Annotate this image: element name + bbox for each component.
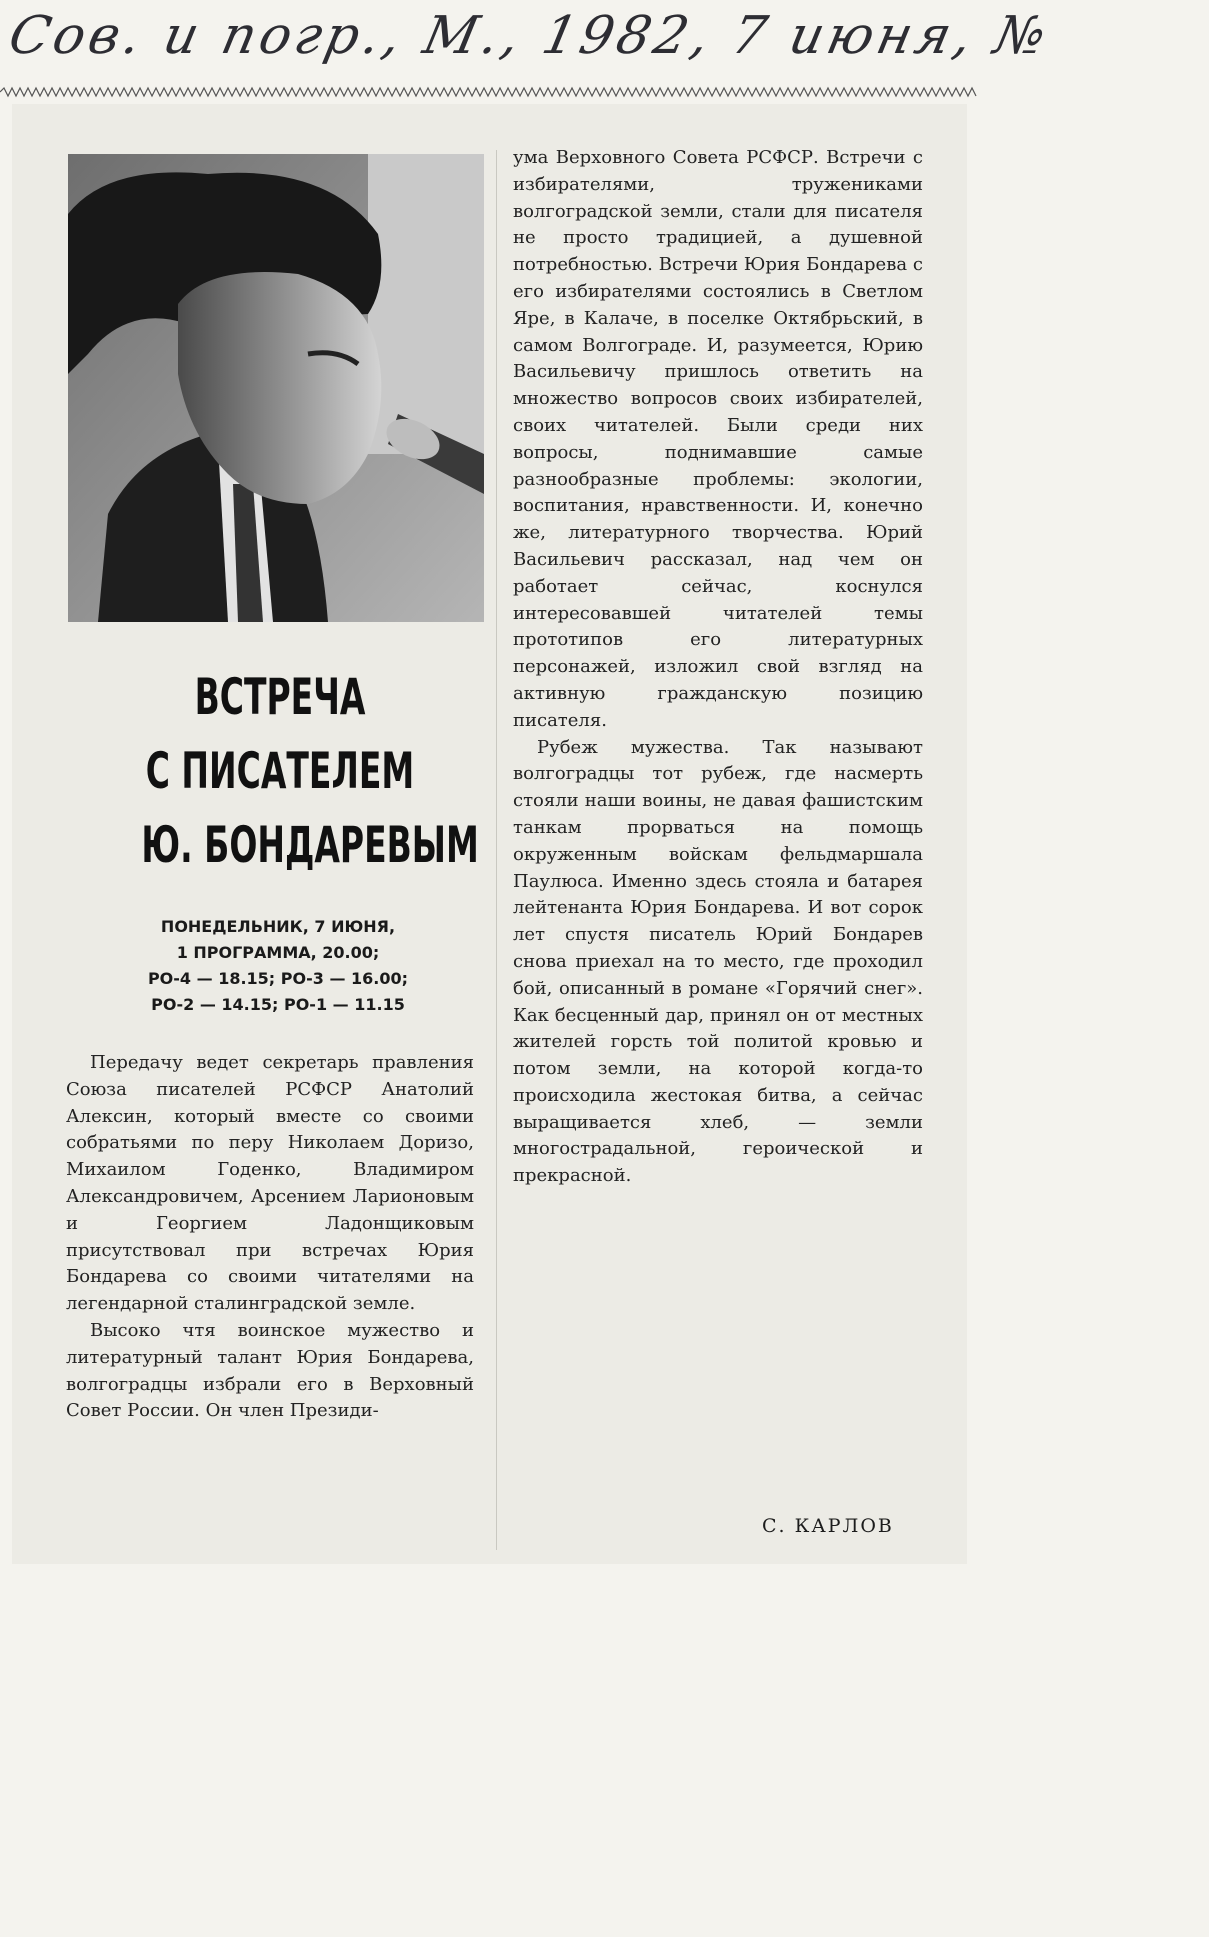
article-column-1 — [66, 1050, 474, 1425]
torn-edge-divider — [0, 86, 979, 98]
headline-line-1: ВСТРЕЧА — [194, 668, 366, 726]
headline-line-3: Ю. БОНДАРЕВЫМ — [141, 816, 479, 874]
handwritten-source-note: Сов. и погр., М., 1982, 7 июня, № — [3, 6, 1055, 66]
portrait-photo — [68, 154, 484, 622]
schedule-line-4: РО-2 — 14.15; РО-1 — 11.15 — [151, 995, 405, 1014]
broadcast-schedule — [98, 914, 458, 1018]
schedule-line-2: 1 ПРОГРАММА, 20.00; — [176, 943, 380, 962]
article-paragraph: Рубеж мужества. Так называют волгоградцы тот рубеж, где насмерть стояли наши воины, не давая фашистским танкам прорваться на помощь окруженным войскам фельдмаршала Паулюса. Именно здесь стояла и батарея лейтенанта Юрия Бондарева. И вот сорок лет спустя писатель Юрий Бондарев снова приехал на то место, где проходил бой, описанный в романе «Горячий снег». Как бесценный дар, принял он от местных жителей горсть той политой кровью и потом земли, на которой когда-то происходила жестокая битва, а сейчас выращивается хлеб, — земли многострадальной, героической и прекрасной. — [513, 736, 923, 1187]
schedule-line-1: ПОНЕДЕЛЬНИК, 7 ИЮНЯ, — [160, 917, 396, 936]
column-divider — [496, 150, 497, 1550]
article-column-2 — [513, 145, 923, 1190]
headline-line-2: С ПИСАТЕЛЕМ — [145, 742, 415, 800]
article-paragraph: Передачу ведет секретарь правления Союза писателей РСФСР Анатолий Алексин, который вместе со своими собратьями по перу Николаем Доризо, Михаилом Годенко, Владимиром Александровичем, Арсением Ларионовым и Георгием Ладонщиковым присутствовал при встречах Юрия Бондарева со своими читателями на легендарной сталинградской земле. — [66, 1052, 474, 1315]
article-headline — [141, 660, 479, 882]
author-signature: С. КАРЛОВ — [762, 1515, 894, 1537]
article-paragraph: ума Верховного Совета РСФСР. Встречи с избирателями, тружениками волгоградской земли, стали для писателя не просто традицией, а душевной потребностью. Встречи Юрия Бондарева с его избирателями состоялись в Светлом Яре, в Калаче, в поселке Октябрьский, в самом Волгограде. И, разумеется, Юрию Васильевичу пришлось ответить на множество вопросов своих избирателей, своих читателей. Были среди них вопросы, поднимавшие самые разнообразные проблемы: экологии, воспитания, нравственности. И, конечно же, литературного творчества. Юрий Васильевич рассказал, над чем он работает сейчас, коснулся интересовавшей читателей темы прототипов его литературных персонажей, изложил свой взгляд на активную гражданскую позицию писателя. — [513, 147, 923, 731]
article-paragraph: Высоко чтя воинское мужество и литературный талант Юрия Бондарева, волгоградцы избрали его в Верховный Совет России. Он член Президи- — [66, 1319, 474, 1422]
schedule-line-3: РО-4 — 18.15; РО-3 — 16.00; — [147, 969, 409, 988]
